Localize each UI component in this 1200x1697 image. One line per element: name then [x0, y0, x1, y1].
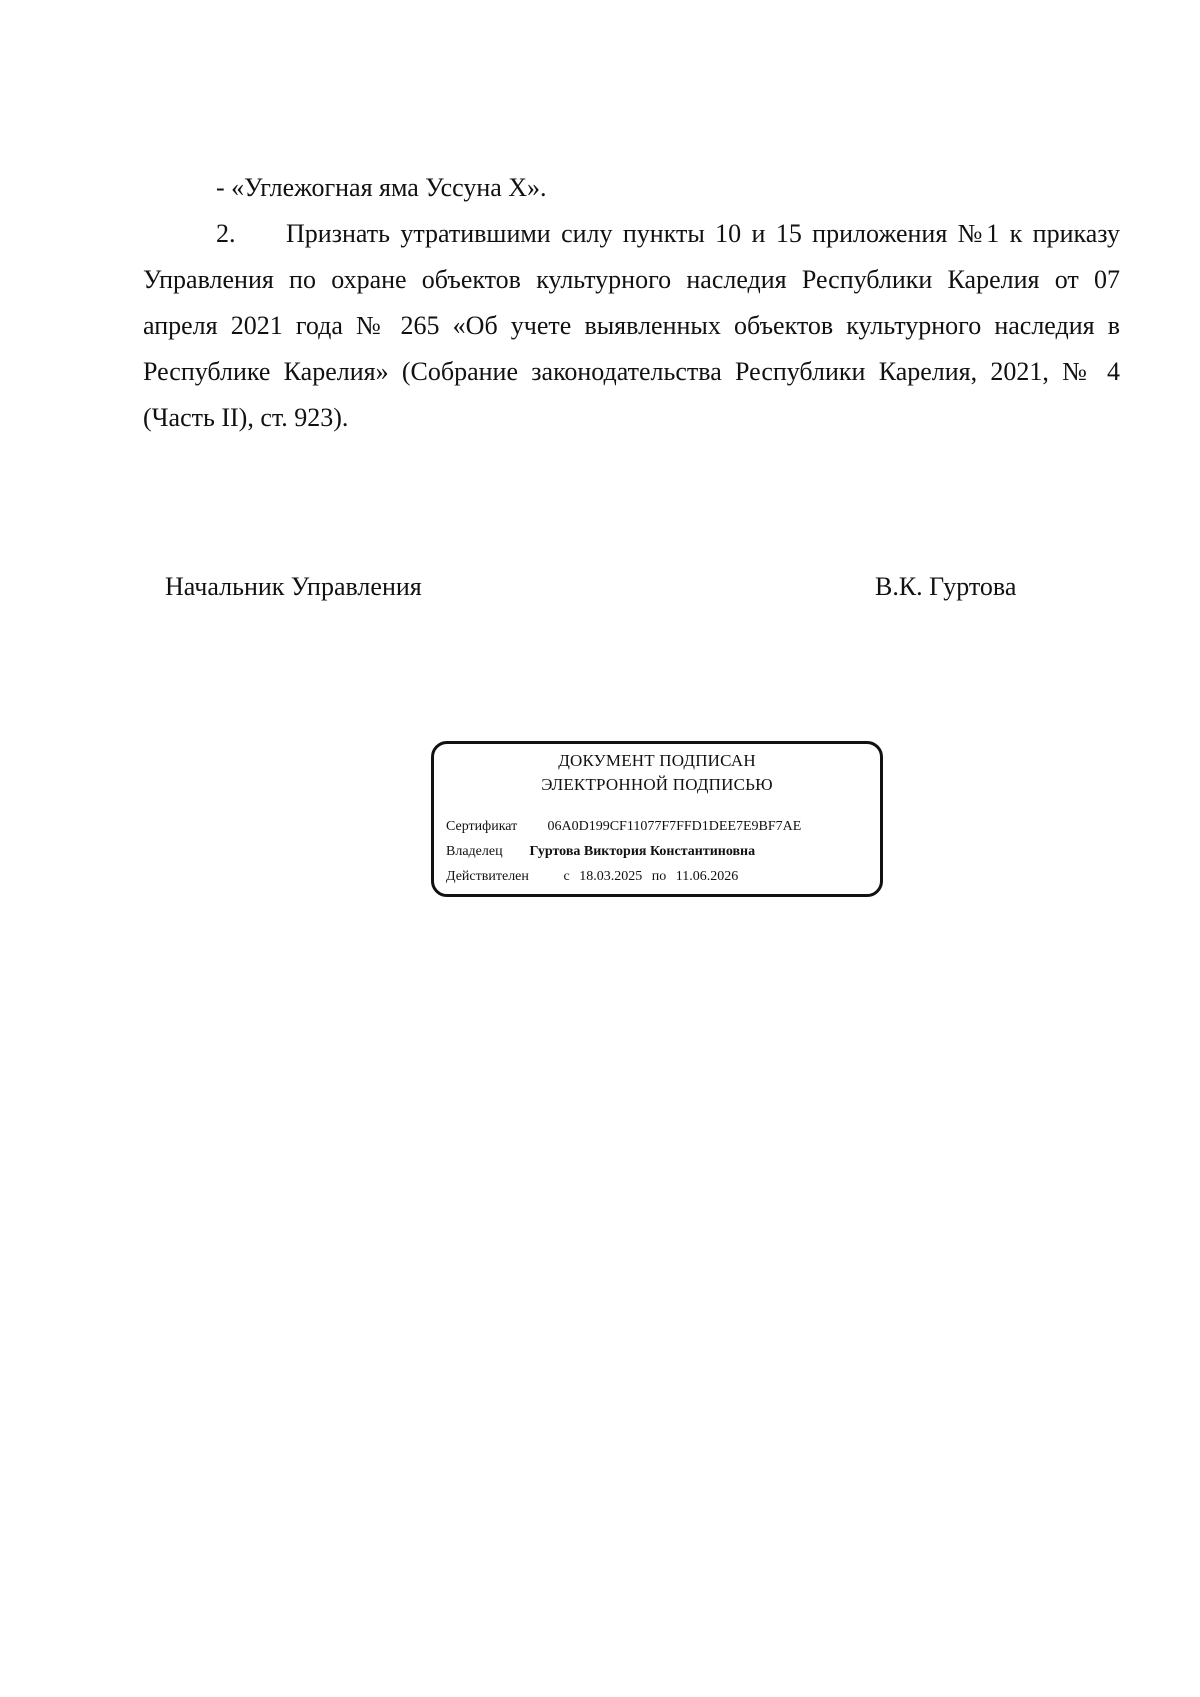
- certificate-value: 06A0D199CF11077F7FFD1DEE7E9BF7AE: [547, 819, 802, 834]
- paragraph-line-2: Управления по охране объектов культурного наследия Республики Карелия от 07: [143, 265, 1120, 294]
- owner-label: Владелец: [446, 844, 503, 859]
- signatory-name: В.К. Гуртова: [875, 572, 1017, 601]
- signatory-position: Начальник Управления: [165, 572, 422, 601]
- stamp-title-line-2: ЭЛЕКТРОННОЙ ПОДПИСЬЮ: [541, 775, 773, 794]
- stamp-certificate-row: [446, 818, 801, 836]
- stamp-validity-row: [446, 868, 738, 886]
- list-item-uglezhognaya-yama: - «Углежогная яма Уссуна X».: [216, 173, 547, 202]
- paragraph-line-1: Признать утратившими силу пункты 10 и 15 приложения №1 к приказу: [286, 219, 1120, 248]
- stamp-owner-row: [446, 843, 755, 861]
- valid-from-prefix: с: [563, 869, 570, 884]
- owner-value: Гуртова Виктория Константиновна: [529, 844, 756, 859]
- stamp-title-line-1: ДОКУМЕНТ ПОДПИСАН: [558, 751, 756, 770]
- valid-to-prefix: по: [651, 869, 667, 884]
- valid-label: Действителен: [446, 869, 529, 884]
- paragraph-line-4: Республике Карелия» (Собрание законодательства Республики Карелия, 2021, № 4: [143, 357, 1120, 386]
- valid-from-date: 18.03.2025: [579, 869, 643, 884]
- paragraph-line-5: (Часть II), ст. 923).: [143, 403, 349, 432]
- certificate-label: Сертификат: [446, 819, 518, 834]
- valid-to-date: 11.06.2026: [675, 869, 739, 884]
- paragraph-line-3: апреля 2021 года № 265 «Об учете выявленных объектов культурного наследия в: [143, 311, 1120, 340]
- electronic-signature-stamp: [431, 741, 883, 897]
- item-number: 2.: [216, 219, 236, 248]
